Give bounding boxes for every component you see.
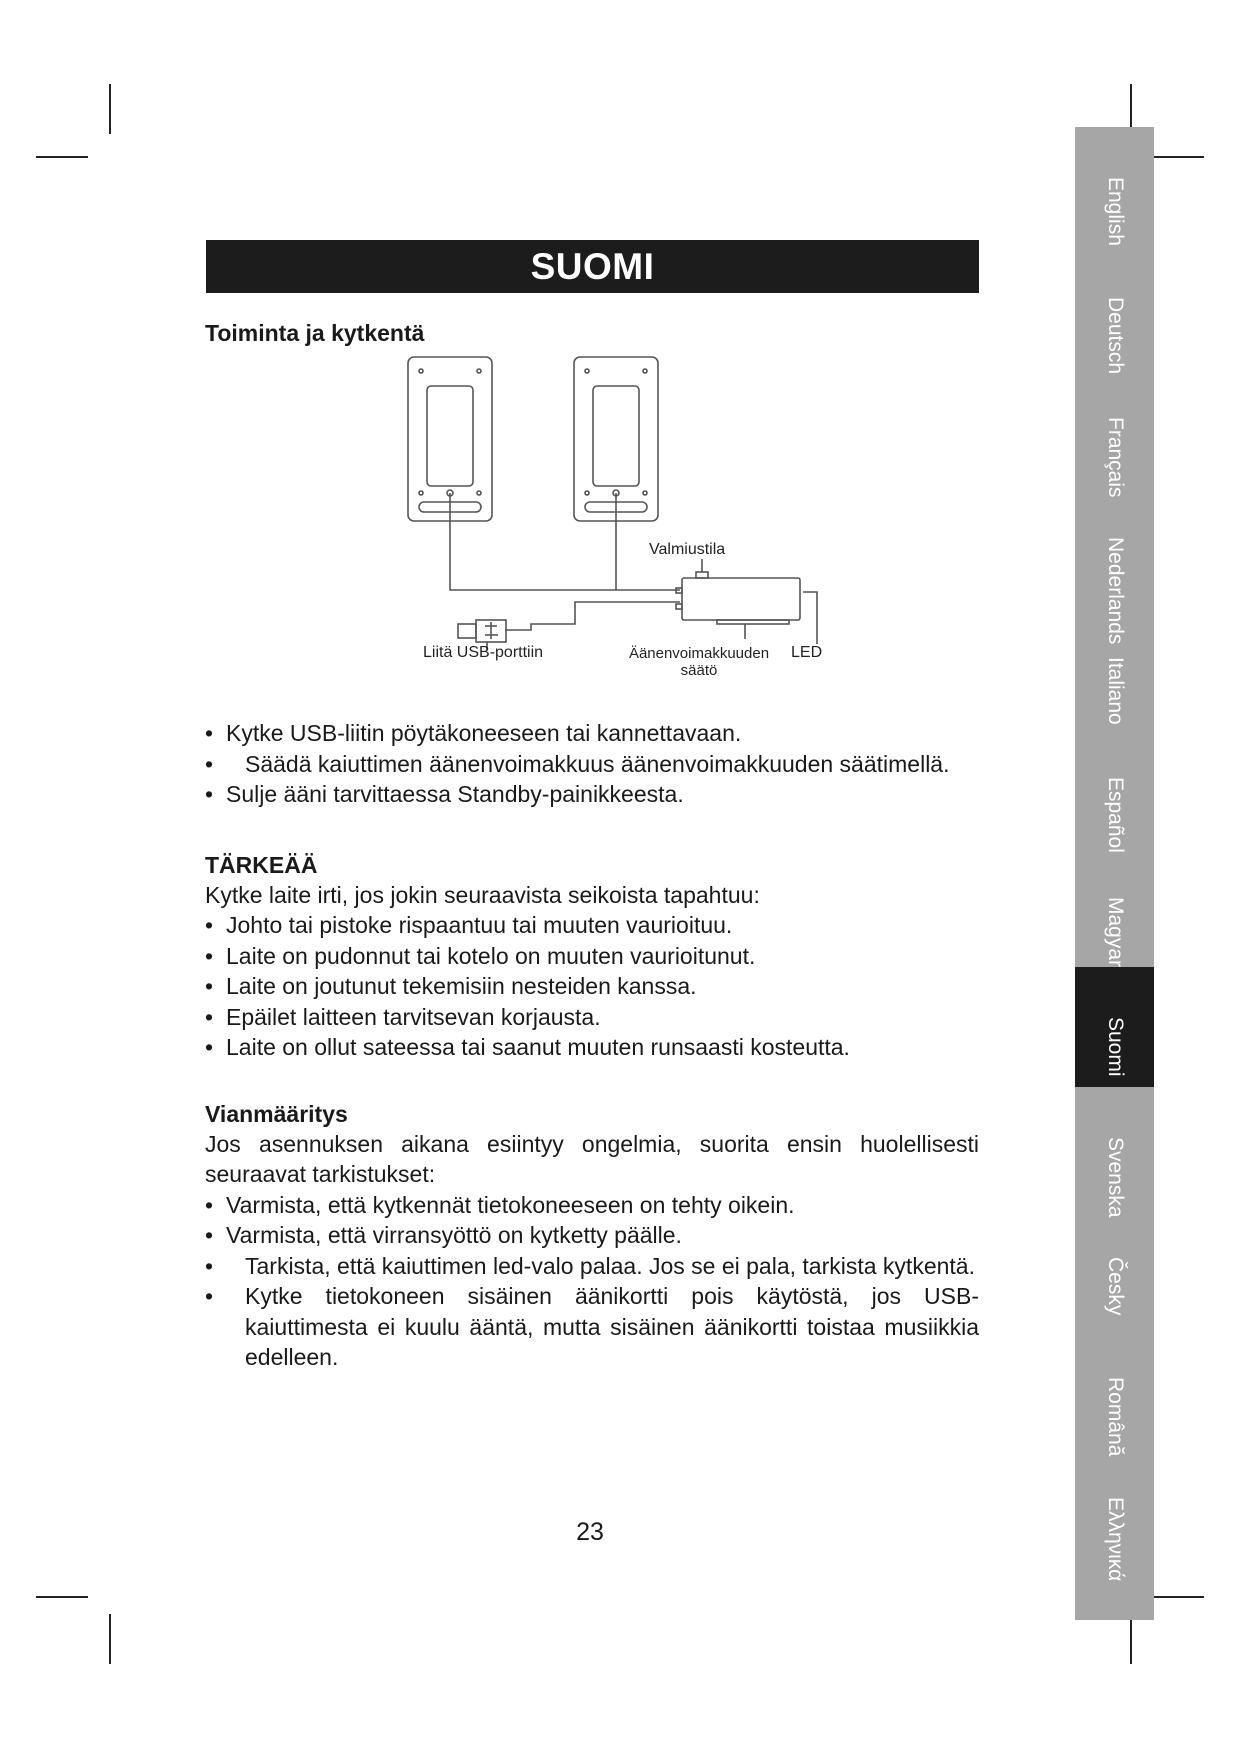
list-item: • Epäilet laitteen tarvitsevan korjausta. bbox=[205, 1002, 979, 1033]
crop-mark bbox=[1130, 1614, 1132, 1664]
crop-mark bbox=[1152, 1596, 1204, 1598]
crop-mark bbox=[1152, 156, 1204, 158]
section-heading-important: TÄRKEÄÄ bbox=[205, 851, 318, 878]
tab-label: Italiano bbox=[1104, 657, 1127, 725]
crop-mark bbox=[36, 1596, 88, 1598]
label-usb: Liitä USB-porttiin bbox=[423, 644, 544, 661]
tab-nederlands[interactable] bbox=[1075, 487, 1154, 645]
crop-mark bbox=[109, 84, 111, 134]
label-led: LED bbox=[791, 644, 823, 661]
speaker-diagram-illustration bbox=[205, 354, 979, 718]
title-bar bbox=[206, 240, 979, 293]
important-list bbox=[205, 910, 979, 1063]
crop-mark bbox=[109, 1614, 111, 1664]
tab-romana[interactable] bbox=[1075, 1327, 1154, 1457]
tab-suomi[interactable] bbox=[1075, 967, 1154, 1087]
section-heading-troubleshooting: Vianmääritys bbox=[205, 1100, 348, 1127]
list-item: • Varmista, että kytkennät tietokoneeseen on tehty oikein. bbox=[205, 1190, 979, 1221]
list-item: • Kytke tietokoneen sisäinen äänikortti pois käytöstä, jos USB-kaiuttimesta ei kuulu ääntä, mutta sisäinen äänikortti toistaa musiikkia edelleen. bbox=[205, 1281, 979, 1373]
troubleshooting-list bbox=[205, 1190, 979, 1373]
page-title: SUOMI bbox=[530, 245, 655, 287]
tab-label: English bbox=[1104, 177, 1127, 246]
tab-espanol[interactable] bbox=[1075, 727, 1154, 853]
tab-english[interactable] bbox=[1075, 127, 1154, 247]
list-item: • Varmista, että virransyöttö on kytketty päälle. bbox=[205, 1220, 979, 1251]
label-standby: Valmiustila bbox=[649, 541, 726, 558]
tab-label: Français bbox=[1104, 417, 1127, 498]
tab-label: Česky bbox=[1104, 1257, 1127, 1316]
tab-francais[interactable] bbox=[1075, 367, 1154, 498]
list-item: • Laite on ollut sateessa tai saanut muuten runsaasti kosteutta. bbox=[205, 1032, 979, 1063]
list-item: • Johto tai pistoke rispaantuu tai muuten vaurioituu. bbox=[205, 910, 979, 941]
list-item: • Laite on pudonnut tai kotelo on muuten vaurioitunut. bbox=[205, 941, 979, 972]
tab-label: Nederlands bbox=[1104, 537, 1127, 645]
section-heading-operation: Toiminta ja kytkentä bbox=[205, 320, 425, 346]
language-tab-strip bbox=[1075, 127, 1154, 1620]
list-item: • Säädä kaiuttimen äänenvoimakkuus äänenvoimakkuuden säätimellä. bbox=[205, 749, 979, 780]
tab-label: Deutsch bbox=[1104, 297, 1127, 375]
tab-magyar[interactable] bbox=[1075, 847, 1154, 967]
tab-deutsch[interactable] bbox=[1075, 247, 1154, 375]
tab-cesky[interactable] bbox=[1075, 1207, 1154, 1327]
tab-label: Magyar bbox=[1104, 897, 1127, 968]
label-volume: Äänenvoimakkuuden säätö bbox=[628, 645, 770, 679]
connection-diagram bbox=[205, 354, 979, 718]
tab-italiano[interactable] bbox=[1075, 607, 1154, 727]
operation-list bbox=[205, 718, 979, 810]
list-item: • Kytke USB-liitin pöytäkoneeseen tai kannettavaan. bbox=[205, 718, 979, 749]
list-item: • Tarkista, että kaiuttimen led-valo palaa. Jos se ei pala, tarkista kytkentä. bbox=[205, 1251, 979, 1282]
tab-ellinika[interactable] bbox=[1075, 1447, 1154, 1582]
list-item: • Laite on joutunut tekemisiin nesteiden kanssa. bbox=[205, 971, 979, 1002]
tab-label: Svenska bbox=[1104, 1137, 1127, 1218]
troubleshooting-intro: Jos asennuksen aikana esiintyy ongelmia, suorita ensin huolellisesti seuraavat tarkistukset: bbox=[205, 1130, 979, 1187]
tab-svenska[interactable] bbox=[1075, 1087, 1154, 1218]
list-item: • Sulje ääni tarvittaessa Standby-painikkeesta. bbox=[205, 779, 979, 810]
important-intro: Kytke laite irti, jos jokin seuraavista seikoista tapahtuu: bbox=[205, 881, 760, 908]
tab-label: Română bbox=[1104, 1377, 1127, 1457]
page-number: 23 bbox=[576, 1518, 604, 1546]
tab-label: Ελληνικά bbox=[1104, 1497, 1127, 1582]
tab-label: Español bbox=[1104, 777, 1127, 853]
main-content bbox=[205, 318, 979, 1373]
crop-mark bbox=[36, 156, 88, 158]
tab-label: Suomi bbox=[1104, 1017, 1127, 1077]
